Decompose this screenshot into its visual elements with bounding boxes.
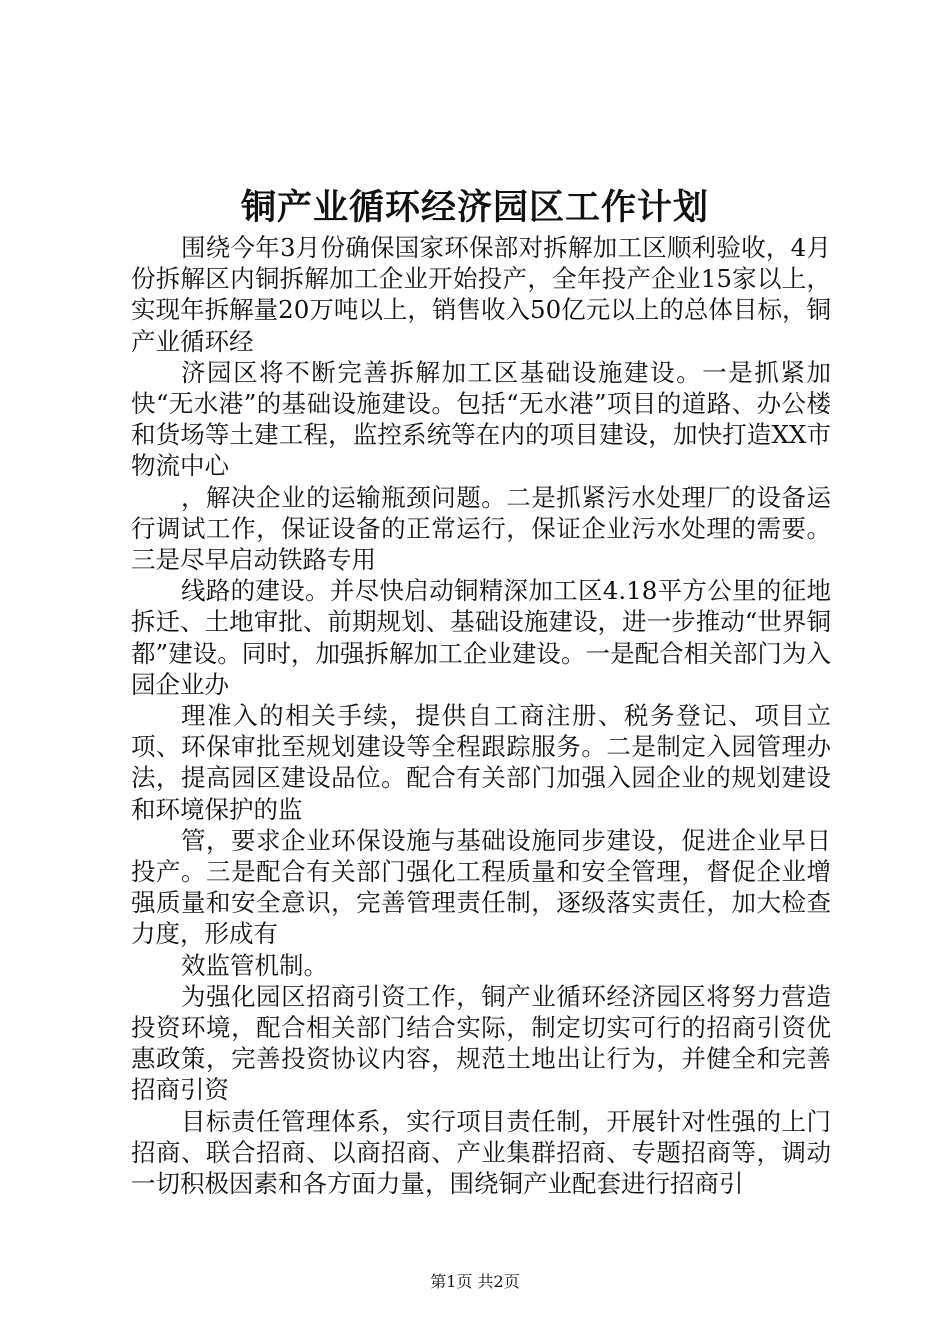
paragraph: 管，要求企业环保设施与基础设施同步建设，促进企业早日投产。三是配合有关部门强化工程质量和安全管理，督促企业增强质量和安全意识，完善管理责任制，逐级落实责任，加大检查力度，形成有 <box>131 825 831 949</box>
paragraph: 线路的建设。并尽快启动铜精深加工区4.18平方公里的征地拆迁、土地审批、前期规划、基础设施建设，进一步推动“世界铜都”建设。同时，加强拆解加工企业建设。一是配合相关部门为入园企业办 <box>131 576 831 699</box>
page-number-footer: 第1页 共2页 <box>430 1272 520 1291</box>
paragraph: 围绕今年3月份确保国家环保部对拆解加工区顺利验收，4月份拆解区内铜拆解加工企业开始投产，全年投产企业15家以上，实现年拆解量20万吨以上，销售收入50亿元以上的总体目标，铜产业循环经 <box>131 233 831 356</box>
document-body <box>131 232 831 1199</box>
paragraph: 济园区将不断完善拆解加工区基础设施建设。一是抓紧加快“无水港”的基础设施建设。包括“无水港”项目的道路、办公楼和货场等土建工程，监控系统等在内的项目建设，加快打造XX市物流中心 <box>131 357 831 481</box>
paragraph: ，解决企业的运输瓶颈问题。二是抓紧污水处理厂的设备运行调试工作，保证设备的正常运行，保证企业污水处理的需要。三是尽早启动铁路专用 <box>131 482 831 575</box>
paragraph: 为强化园区招商引资工作，铜产业循环经济园区将努力营造投资环境，配合相关部门结合实际，制定切实可行的招商引资优惠政策，完善投资协议内容，规范土地出让行为，并健全和完善招商引资 <box>131 981 831 1105</box>
paragraph: 效监管机制。 <box>181 950 328 980</box>
paragraph: 目标责任管理体系，实行项目责任制，开展针对性强的上门招商、联合招商、以商招商、产业集群招商、专题招商等，调动一切积极因素和各方面力量，围绕铜产业配套进行招商引 <box>131 1106 831 1199</box>
paragraph: 理准入的相关手续，提供自工商注册、税务登记、项目立项、环保审批至规划建设等全程跟踪服务。二是制定入园管理办法，提高园区建设品位。配合有关部门加强入园企业的规划建设和环境保护的监 <box>131 701 831 824</box>
document-title: 铜产业循环经济园区工作计划 <box>240 187 709 228</box>
